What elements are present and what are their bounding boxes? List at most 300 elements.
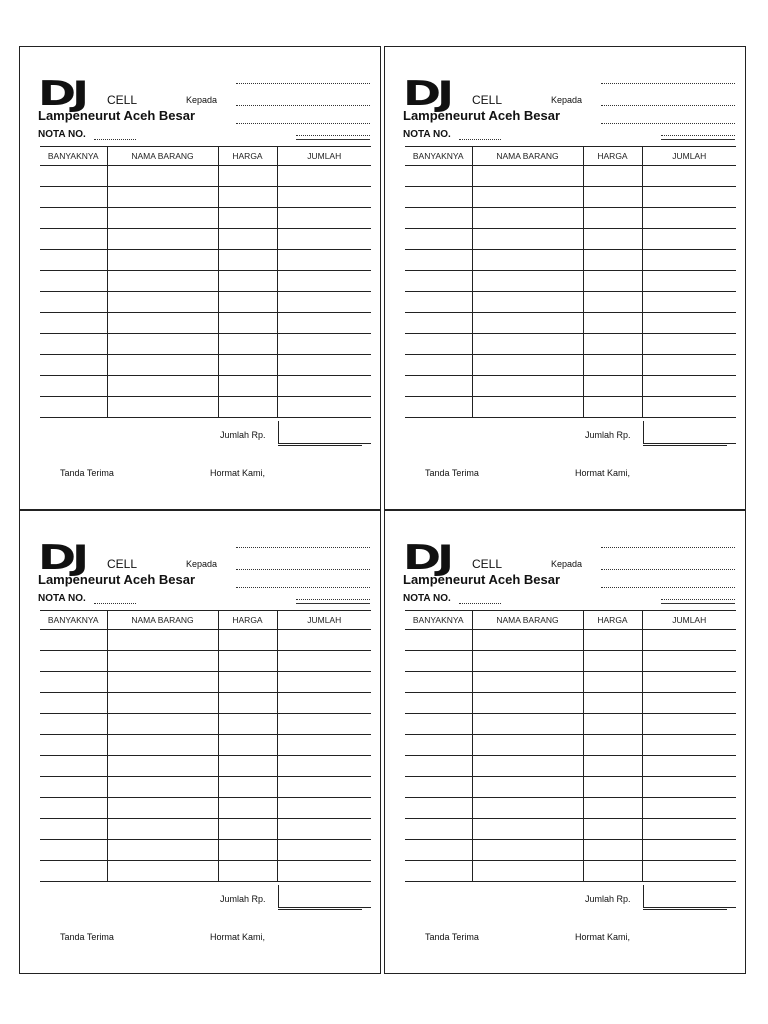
table-cell — [218, 798, 277, 819]
table-cell — [218, 187, 277, 208]
table-cell — [405, 777, 472, 798]
table-cell — [107, 672, 218, 693]
receipt-form — [19, 46, 381, 510]
table-cell — [277, 271, 371, 292]
table-cell — [277, 672, 371, 693]
table-header-row — [405, 147, 736, 166]
col-item-name-header: NAMA BARANG — [472, 147, 583, 166]
table-row — [405, 798, 736, 819]
shop-address: Lampeneurut Aceh Besar — [403, 572, 561, 587]
table-cell — [405, 376, 472, 397]
table-cell — [405, 229, 472, 250]
table-cell — [405, 334, 472, 355]
table-cell — [405, 397, 472, 418]
recipient-line-1 — [236, 83, 370, 84]
grand-total-line — [643, 907, 736, 908]
logo-mark: DJ — [403, 74, 451, 114]
date-line — [296, 603, 370, 604]
recipient-line-1 — [601, 547, 735, 548]
nota-number-line — [94, 139, 136, 140]
table-cell — [405, 355, 472, 376]
recipient-line-2 — [236, 105, 370, 106]
col-item-name-header: NAMA BARANG — [107, 611, 218, 630]
col-item-name-header: NAMA BARANG — [107, 147, 218, 166]
nota-number-line — [459, 603, 501, 604]
table-cell — [583, 840, 642, 861]
items-table — [40, 610, 371, 882]
logo-mark: DJ — [38, 538, 86, 578]
table-cell — [218, 777, 277, 798]
recipient-label: Kepada — [186, 95, 218, 105]
table-cell — [277, 334, 371, 355]
table-cell — [642, 166, 736, 187]
table-cell — [277, 187, 371, 208]
table-row — [40, 798, 371, 819]
table-cell — [472, 630, 583, 651]
date-line-dotted — [661, 599, 735, 600]
table-cell — [583, 397, 642, 418]
table-cell — [107, 355, 218, 376]
table-cell — [218, 651, 277, 672]
table-cell — [107, 651, 218, 672]
table-cell — [277, 208, 371, 229]
recipient-line-1 — [236, 547, 370, 548]
recipient-line-3 — [601, 123, 735, 124]
table-cell — [642, 693, 736, 714]
table-cell — [472, 672, 583, 693]
table-header-row — [40, 147, 371, 166]
table-cell — [277, 313, 371, 334]
table-cell — [218, 735, 277, 756]
table-cell — [642, 271, 736, 292]
table-cell — [405, 819, 472, 840]
table-row — [405, 292, 736, 313]
table-cell — [107, 819, 218, 840]
table-cell — [642, 798, 736, 819]
grand-total-line — [643, 443, 736, 444]
table-cell — [218, 756, 277, 777]
table-row — [405, 271, 736, 292]
table-cell — [405, 292, 472, 313]
table-row — [405, 166, 736, 187]
table-cell — [277, 355, 371, 376]
receipt-sheet — [19, 46, 748, 976]
table-cell — [642, 630, 736, 651]
table-cell — [40, 208, 107, 229]
table-row — [40, 166, 371, 187]
table-cell — [107, 313, 218, 334]
table-cell — [277, 861, 371, 882]
table-cell — [40, 651, 107, 672]
table-cell — [277, 397, 371, 418]
regards-label: Hormat Kami, — [210, 468, 266, 478]
table-cell — [472, 376, 583, 397]
table-cell — [218, 819, 277, 840]
shop-address: Lampeneurut Aceh Besar — [38, 572, 196, 587]
table-row — [40, 376, 371, 397]
table-cell — [405, 714, 472, 735]
col-total-header: JUMLAH — [277, 147, 371, 166]
table-cell — [472, 271, 583, 292]
table-cell — [642, 672, 736, 693]
logo-mark: DJ — [403, 538, 451, 578]
grand-total-box — [278, 885, 372, 907]
table-cell — [40, 693, 107, 714]
table-cell — [472, 355, 583, 376]
grand-total-double-line — [643, 909, 727, 910]
grand-total-double-line — [278, 909, 362, 910]
table-cell — [218, 672, 277, 693]
nota-number-line — [459, 139, 501, 140]
table-cell — [218, 840, 277, 861]
table-cell — [107, 250, 218, 271]
table-header-row — [40, 611, 371, 630]
table-cell — [583, 187, 642, 208]
table-cell — [40, 861, 107, 882]
table-cell — [583, 166, 642, 187]
table-cell — [405, 651, 472, 672]
table-cell — [583, 208, 642, 229]
table-row — [40, 229, 371, 250]
table-cell — [472, 166, 583, 187]
table-cell — [472, 693, 583, 714]
table-row — [405, 250, 736, 271]
table-cell — [107, 693, 218, 714]
date-line — [296, 139, 370, 140]
shop-address: Lampeneurut Aceh Besar — [38, 108, 196, 123]
table-row — [40, 693, 371, 714]
table-cell — [405, 250, 472, 271]
table-cell — [218, 630, 277, 651]
table-cell — [40, 630, 107, 651]
table-cell — [40, 735, 107, 756]
table-cell — [218, 166, 277, 187]
table-cell — [107, 271, 218, 292]
table-cell — [405, 735, 472, 756]
table-cell — [472, 798, 583, 819]
table-cell — [40, 292, 107, 313]
table-row — [40, 651, 371, 672]
date-line-dotted — [296, 135, 370, 136]
table-cell — [218, 313, 277, 334]
table-cell — [218, 376, 277, 397]
table-row — [405, 397, 736, 418]
table-cell — [40, 376, 107, 397]
col-quantity-header: BANYAKNYA — [40, 147, 107, 166]
table-cell — [642, 756, 736, 777]
table-cell — [107, 756, 218, 777]
col-quantity-header: BANYAKNYA — [405, 147, 472, 166]
received-by-label: Tanda Terima — [425, 468, 479, 478]
table-cell — [642, 229, 736, 250]
table-cell — [405, 630, 472, 651]
date-line — [661, 603, 735, 604]
table-cell — [277, 798, 371, 819]
table-cell — [218, 861, 277, 882]
table-cell — [107, 840, 218, 861]
table-cell — [218, 334, 277, 355]
table-cell — [472, 313, 583, 334]
table-cell — [642, 735, 736, 756]
table-cell — [107, 735, 218, 756]
date-line — [661, 139, 735, 140]
table-cell — [642, 334, 736, 355]
table-cell — [642, 292, 736, 313]
items-table — [405, 610, 736, 882]
table-row — [405, 313, 736, 334]
table-cell — [583, 714, 642, 735]
table-cell — [472, 714, 583, 735]
table-cell — [405, 672, 472, 693]
table-cell — [107, 166, 218, 187]
table-cell — [40, 777, 107, 798]
table-cell — [583, 630, 642, 651]
table-cell — [583, 250, 642, 271]
table-cell — [107, 861, 218, 882]
table-cell — [642, 250, 736, 271]
table-cell — [583, 693, 642, 714]
table-row — [40, 630, 371, 651]
table-cell — [40, 250, 107, 271]
table-cell — [472, 756, 583, 777]
table-row — [405, 756, 736, 777]
table-row — [405, 187, 736, 208]
table-cell — [583, 313, 642, 334]
table-cell — [40, 271, 107, 292]
table-cell — [107, 714, 218, 735]
table-cell — [472, 208, 583, 229]
col-total-header: JUMLAH — [277, 611, 371, 630]
table-cell — [405, 756, 472, 777]
table-cell — [583, 861, 642, 882]
table-cell — [472, 292, 583, 313]
table-cell — [218, 250, 277, 271]
shop-address: Lampeneurut Aceh Besar — [403, 108, 561, 123]
table-cell — [583, 672, 642, 693]
table-row — [405, 355, 736, 376]
recipient-line-3 — [236, 587, 370, 588]
table-cell — [40, 187, 107, 208]
col-total-header: JUMLAH — [642, 611, 736, 630]
nota-number-label: NOTA NO. — [38, 129, 86, 140]
recipient-line-1 — [601, 83, 735, 84]
table-row — [405, 714, 736, 735]
grand-total-line — [278, 907, 371, 908]
table-cell — [277, 250, 371, 271]
table-cell — [277, 756, 371, 777]
table-row — [405, 777, 736, 798]
table-cell — [405, 798, 472, 819]
table-cell — [218, 292, 277, 313]
table-cell — [277, 229, 371, 250]
table-row — [405, 735, 736, 756]
table-cell — [40, 334, 107, 355]
table-cell — [218, 271, 277, 292]
col-total-header: JUMLAH — [642, 147, 736, 166]
table-row — [405, 376, 736, 397]
grand-total-double-line — [278, 445, 362, 446]
table-cell — [583, 651, 642, 672]
date-line-dotted — [661, 135, 735, 136]
grand-total-label: Jumlah Rp. — [585, 894, 631, 904]
regards-label: Hormat Kami, — [575, 932, 631, 942]
table-cell — [277, 292, 371, 313]
nota-number-label: NOTA NO. — [403, 593, 451, 604]
grand-total-label: Jumlah Rp. — [220, 894, 266, 904]
logo-suffix: CELL — [107, 557, 138, 571]
table-cell — [583, 229, 642, 250]
table-cell — [583, 735, 642, 756]
table-row — [40, 250, 371, 271]
table-cell — [583, 334, 642, 355]
nota-number-line — [94, 603, 136, 604]
table-cell — [583, 777, 642, 798]
table-cell — [107, 229, 218, 250]
table-cell — [107, 798, 218, 819]
table-row — [405, 819, 736, 840]
table-row — [40, 271, 371, 292]
table-cell — [472, 819, 583, 840]
items-table — [40, 146, 371, 418]
table-cell — [218, 693, 277, 714]
grand-total-box — [643, 421, 737, 443]
grand-total-box — [278, 421, 372, 443]
table-row — [405, 630, 736, 651]
items-table — [405, 146, 736, 418]
received-by-label: Tanda Terima — [60, 468, 114, 478]
table-row — [40, 397, 371, 418]
table-row — [40, 313, 371, 334]
table-cell — [583, 271, 642, 292]
table-header-row — [405, 611, 736, 630]
table-cell — [583, 756, 642, 777]
table-cell — [472, 250, 583, 271]
table-cell — [472, 187, 583, 208]
col-price-header: HARGA — [218, 611, 277, 630]
table-row — [405, 861, 736, 882]
table-cell — [405, 208, 472, 229]
table-cell — [107, 187, 218, 208]
nota-number-label: NOTA NO. — [403, 129, 451, 140]
col-price-header: HARGA — [218, 147, 277, 166]
table-row — [405, 672, 736, 693]
recipient-label: Kepada — [551, 95, 583, 105]
recipient-label: Kepada — [551, 559, 583, 569]
table-row — [40, 777, 371, 798]
table-cell — [583, 798, 642, 819]
col-quantity-header: BANYAKNYA — [40, 611, 107, 630]
table-row — [405, 693, 736, 714]
grand-total-double-line — [643, 445, 727, 446]
table-cell — [40, 840, 107, 861]
logo-suffix: CELL — [472, 93, 503, 107]
receipt-form — [384, 46, 746, 510]
table-cell — [40, 819, 107, 840]
logo-suffix: CELL — [107, 93, 138, 107]
table-cell — [405, 271, 472, 292]
table-row — [40, 355, 371, 376]
table-cell — [472, 861, 583, 882]
table-cell — [277, 840, 371, 861]
grand-total-line — [278, 443, 371, 444]
col-price-header: HARGA — [583, 611, 642, 630]
regards-label: Hormat Kami, — [210, 932, 266, 942]
table-row — [40, 187, 371, 208]
table-cell — [472, 777, 583, 798]
col-quantity-header: BANYAKNYA — [405, 611, 472, 630]
table-cell — [583, 376, 642, 397]
table-cell — [218, 208, 277, 229]
table-cell — [405, 166, 472, 187]
table-row — [405, 840, 736, 861]
recipient-line-2 — [236, 569, 370, 570]
table-cell — [107, 397, 218, 418]
table-cell — [642, 777, 736, 798]
col-price-header: HARGA — [583, 147, 642, 166]
table-cell — [642, 313, 736, 334]
table-cell — [472, 735, 583, 756]
table-cell — [405, 861, 472, 882]
table-cell — [405, 187, 472, 208]
table-cell — [642, 208, 736, 229]
table-cell — [277, 819, 371, 840]
table-row — [40, 861, 371, 882]
received-by-label: Tanda Terima — [60, 932, 114, 942]
recipient-label: Kepada — [186, 559, 218, 569]
col-item-name-header: NAMA BARANG — [472, 611, 583, 630]
table-cell — [583, 355, 642, 376]
recipient-line-2 — [601, 105, 735, 106]
grand-total-label: Jumlah Rp. — [585, 430, 631, 440]
received-by-label: Tanda Terima — [425, 932, 479, 942]
table-cell — [277, 166, 371, 187]
table-cell — [218, 229, 277, 250]
recipient-line-3 — [236, 123, 370, 124]
table-cell — [40, 672, 107, 693]
table-cell — [277, 693, 371, 714]
table-cell — [405, 840, 472, 861]
table-row — [405, 208, 736, 229]
recipient-line-2 — [601, 569, 735, 570]
table-cell — [40, 798, 107, 819]
table-cell — [642, 376, 736, 397]
recipient-line-3 — [601, 587, 735, 588]
table-cell — [472, 334, 583, 355]
table-row — [40, 735, 371, 756]
grand-total-label: Jumlah Rp. — [220, 430, 266, 440]
table-row — [40, 840, 371, 861]
table-row — [40, 208, 371, 229]
table-cell — [40, 313, 107, 334]
regards-label: Hormat Kami, — [575, 468, 631, 478]
table-cell — [218, 355, 277, 376]
table-cell — [40, 166, 107, 187]
table-cell — [472, 840, 583, 861]
logo-suffix: CELL — [472, 557, 503, 571]
table-cell — [642, 355, 736, 376]
table-row — [40, 334, 371, 355]
table-row — [40, 672, 371, 693]
table-row — [405, 334, 736, 355]
table-cell — [642, 861, 736, 882]
table-cell — [277, 651, 371, 672]
table-cell — [472, 229, 583, 250]
table-cell — [472, 651, 583, 672]
logo-mark: DJ — [38, 74, 86, 114]
table-cell — [405, 313, 472, 334]
table-cell — [472, 397, 583, 418]
table-cell — [40, 397, 107, 418]
